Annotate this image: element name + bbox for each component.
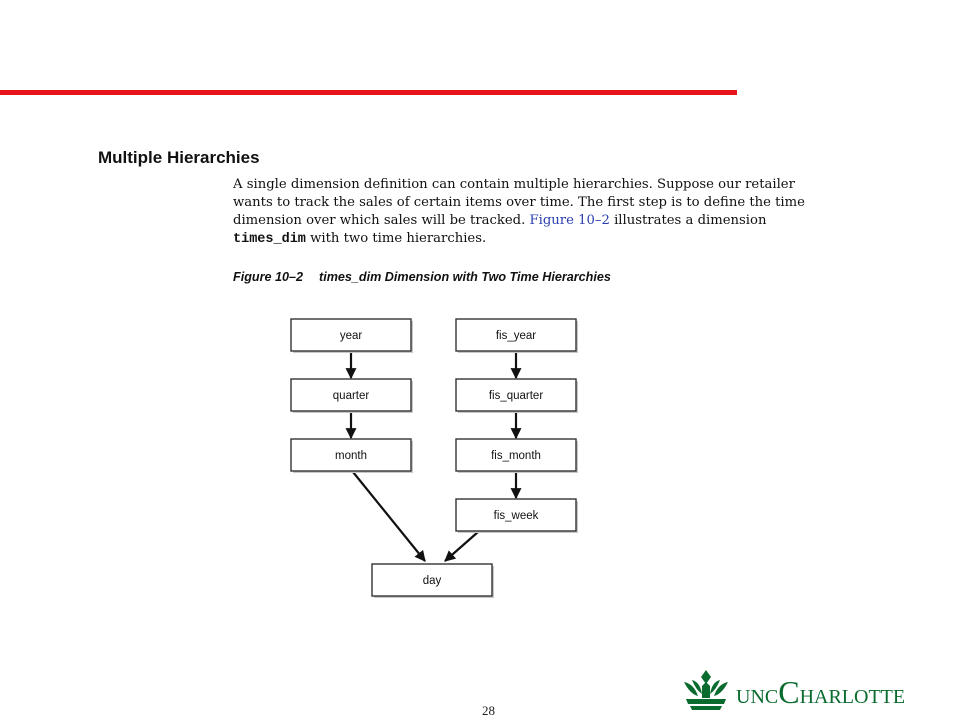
paragraph-line-4-rest: with two time hierarchies.: [305, 231, 487, 246]
node-fis-week: [456, 499, 578, 533]
unc-charlotte-logo: [680, 668, 920, 712]
node-fis-quarter: [456, 379, 578, 413]
paragraph-line-3-text: dimension over which sales will be tracked.: [233, 213, 530, 228]
paragraph-line-1: A single dimension definition can contain multiple hierarchies. Suppose our retailer: [233, 177, 795, 192]
section-title: Multiple Hierarchies: [98, 148, 260, 167]
node-day: [372, 564, 494, 598]
paragraph-line-3-rest: illustrates a dimension: [609, 213, 767, 228]
logo-wordmark: UNCCHARLOTTE: [736, 674, 906, 710]
node-label-year: year: [339, 330, 363, 342]
figure-reference-link[interactable]: Figure 10–2: [529, 213, 610, 228]
node-label-fis-year: fis_year: [495, 330, 537, 342]
node-label-day: day: [422, 575, 442, 587]
crown-emblem-icon: [680, 668, 732, 712]
paragraph-line-2: wants to track the sales of certain items over time. The first step is to define the time: [233, 195, 805, 210]
node-quarter: [291, 379, 413, 413]
edge-fis-week-to-day: [445, 532, 478, 561]
node-label-fis-month: fis_month: [491, 450, 541, 462]
node-fis-month: [456, 439, 578, 473]
code-times-dim: times_dim: [233, 232, 306, 247]
node-label-fis-quarter: fis_quarter: [488, 390, 544, 402]
edge-month-to-day: [353, 472, 425, 561]
figure-title: times_dim Dimension with Two Time Hierarchies: [319, 270, 611, 284]
figure-number: Figure 10–2: [233, 270, 303, 284]
node-fis-year: [456, 319, 578, 353]
node-year: [291, 319, 413, 353]
node-label-fis-week: fis_week: [493, 510, 539, 522]
node-label-month: month: [335, 450, 367, 462]
diagram-nodes: [291, 319, 578, 598]
node-month: [291, 439, 413, 473]
node-label-quarter: quarter: [332, 390, 370, 402]
page-number: 28: [482, 703, 495, 718]
